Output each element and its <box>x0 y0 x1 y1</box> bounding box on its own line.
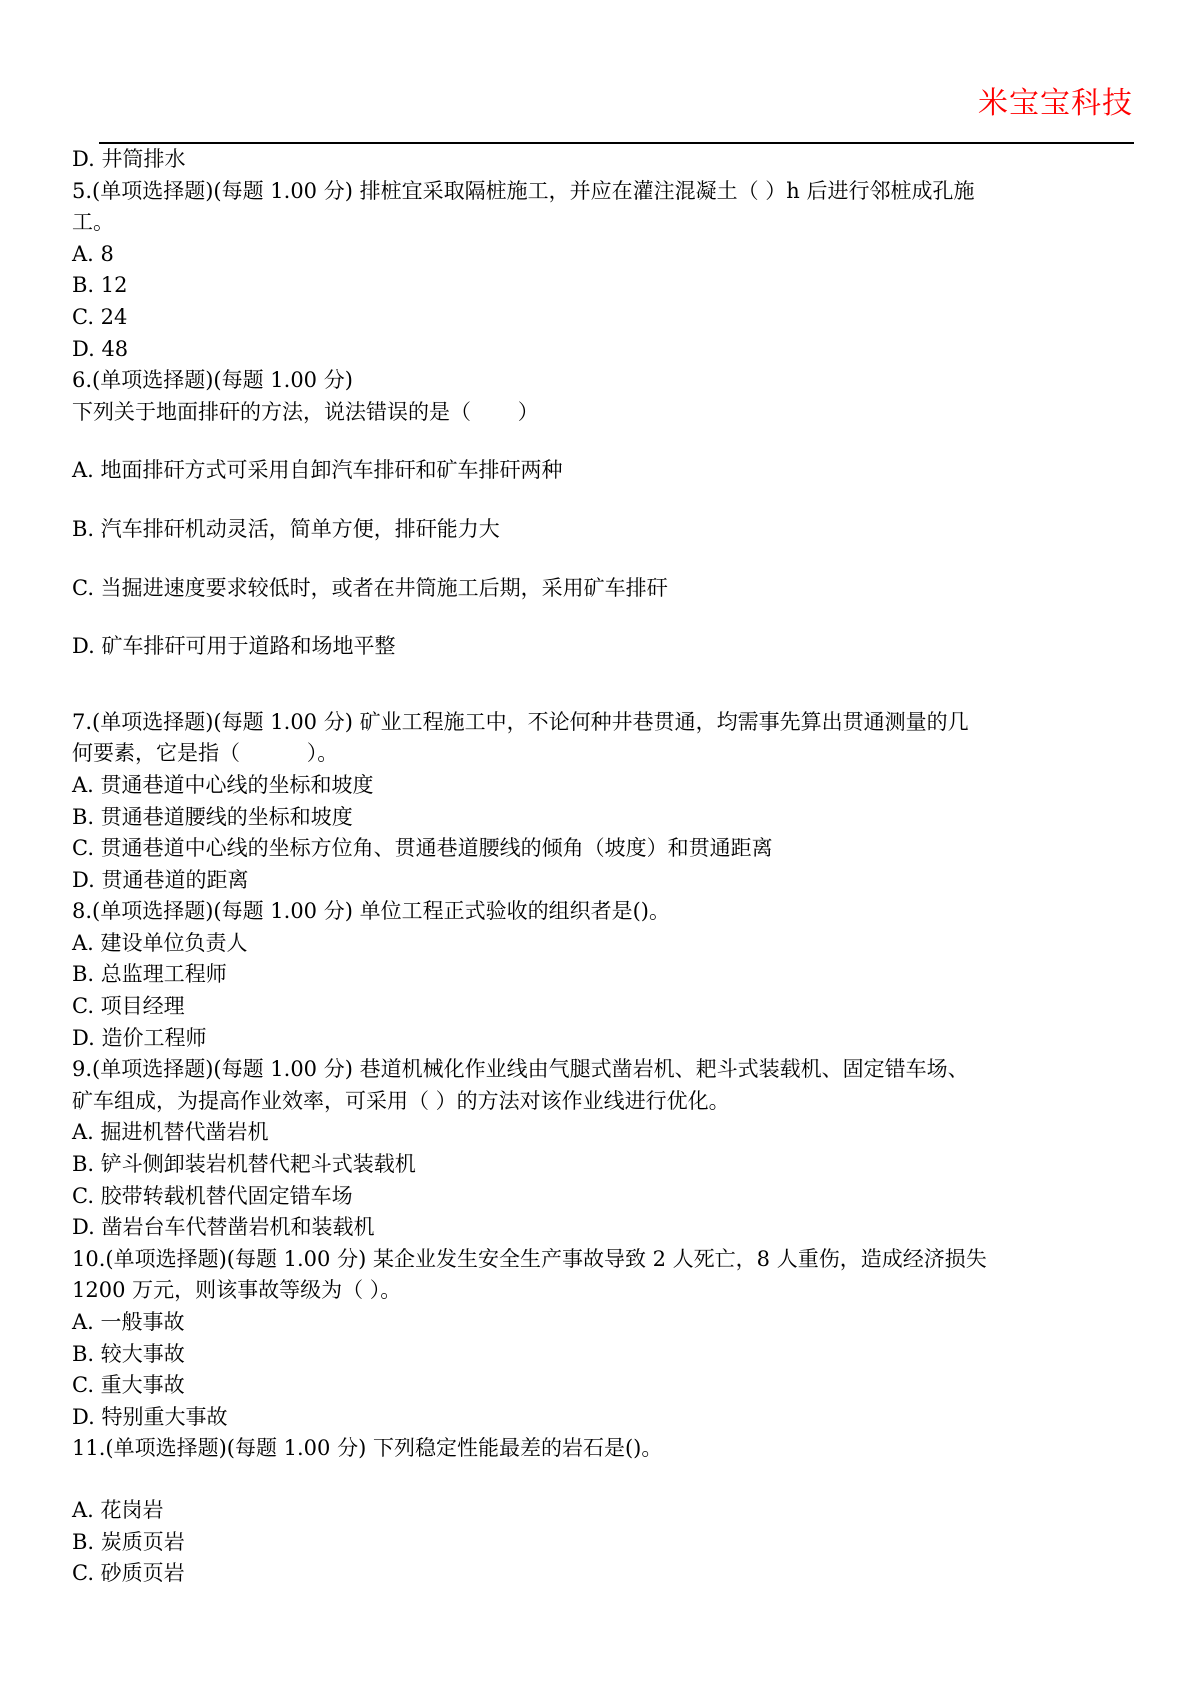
question-stem: 8.(单项选择题)(每题 1.00 分) 单位工程正式验收的组织者是()。 <box>72 899 670 924</box>
brand-logo-text: 米宝宝科技 <box>978 86 1133 121</box>
question-stem: 7.(单项选择题)(每题 1.00 分) 矿业工程施工中，不论何种井巷贯通，均需事先算出贯通测量的几 <box>72 709 969 734</box>
question-stem: 矿车组成，为提高作业效率，可采用（ ）的方法对该作业线进行优化。 <box>72 1088 730 1113</box>
question-stem: 10.(单项选择题)(每题 1.00 分) 某企业发生安全生产事故导致 2 人死亡，8 人重伤，造成经济损失 <box>72 1246 987 1271</box>
option-b: B. 铲斗侧卸装岩机替代耙斗式装载机 <box>72 1152 416 1177</box>
option-a: A. 一般事故 <box>72 1310 185 1334</box>
option-c: C. 重大事故 <box>72 1373 185 1398</box>
option-c: C. 24 <box>72 304 128 329</box>
document-body <box>72 144 1134 1590</box>
option-a: A. 花岗岩 <box>72 1497 164 1522</box>
option-c: C. 贯通巷道中心线的坐标方位角、贯通巷道腰线的倾角（坡度）和贯通距离 <box>72 836 773 861</box>
option-d: D. 造价工程师 <box>72 1025 207 1050</box>
option-a: A. 贯通巷道中心线的坐标和坡度 <box>72 772 374 797</box>
option-a: A. 建设单位负责人 <box>72 930 248 955</box>
option-b: B. 总监理工程师 <box>72 962 227 987</box>
option-b: B. 较大事故 <box>72 1341 185 1366</box>
question-stem: 何要素，它是指（ ）。 <box>72 741 339 766</box>
option-b: B. 贯通巷道腰线的坐标和坡度 <box>72 804 353 829</box>
question-stem: 9.(单项选择题)(每题 1.00 分) 巷道机械化作业线由气腿式凿岩机、耙斗式装载机、固定错车场、 <box>72 1057 969 1082</box>
option-c: C. 砂质页岩 <box>72 1561 185 1586</box>
question-stem: 下列关于地面排矸的方法，说法错误的是（ ） <box>72 399 539 424</box>
option-a: A. 地面排矸方式可采用自卸汽车排矸和矿车排矸两种 <box>72 458 563 483</box>
option-a: A. 8 <box>72 241 114 266</box>
question-stem: 11.(单项选择题)(每题 1.00 分) 下列稳定性能最差的岩石是()。 <box>72 1436 663 1461</box>
option-d: D. 井筒排水 <box>72 147 186 171</box>
option-b: B. 汽车排矸机动灵活，简单方便，排矸能力大 <box>72 516 500 541</box>
option-d: D. 贯通巷道的距离 <box>72 867 249 892</box>
option-a: A. 掘进机替代凿岩机 <box>72 1120 269 1145</box>
question-stem: 工。 <box>72 210 114 235</box>
question-stem: 5.(单项选择题)(每题 1.00 分) 排桩宜采取隔桩施工，并应在灌注混凝土（ ）h 后进行邻桩成孔施 <box>72 178 975 203</box>
option-d: D. 特别重大事故 <box>72 1404 228 1429</box>
option-c: C. 当掘进速度要求较低时，或者在井筒施工后期，采用矿车排矸 <box>72 575 668 600</box>
option-d: D. 48 <box>72 336 129 361</box>
option-b: B. 12 <box>72 273 128 298</box>
question-stem: 6.(单项选择题)(每题 1.00 分) <box>72 368 353 393</box>
option-c: C. 胶带转载机替代固定错车场 <box>72 1183 353 1208</box>
option-d: D. 矿车排矸可用于道路和场地平整 <box>72 634 396 659</box>
question-stem: 1200 万元，则该事故等级为（ ）。 <box>72 1278 402 1303</box>
option-b: B. 炭质页岩 <box>72 1529 185 1554</box>
option-d: D. 凿岩台车代替凿岩机和装载机 <box>72 1215 375 1240</box>
option-c: C. 项目经理 <box>72 994 185 1019</box>
